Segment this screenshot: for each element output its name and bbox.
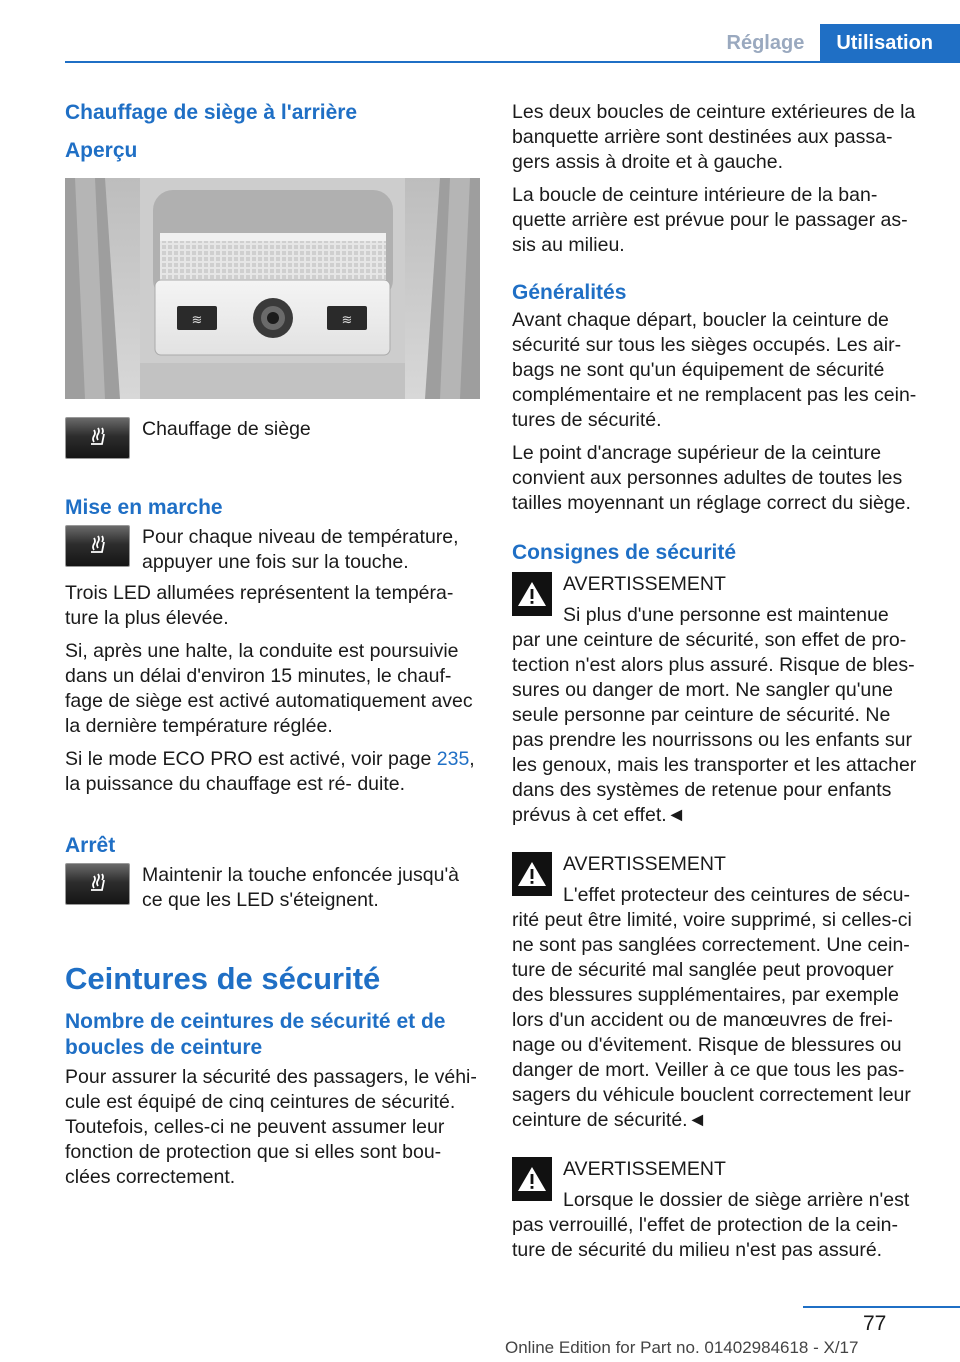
tab-reglage[interactable]: Réglage [711,24,821,62]
warning-body: pas verrouillé, l'effet de protection de la cein‐ ture de sécurité du milieu n'est pas assuré. [512,1214,899,1261]
svg-text:≋: ≋ [341,313,353,328]
general-paragraph-1: Avant chaque départ, boucler la ceinture de sécurité sur tous les sièges occupés. Les air‐ bags ne sont qu'un équipement de sécurité complémentaire et ne remplacent pas les cein‐ tures de sécurité. [512,309,917,431]
warning-triangle-icon [512,572,552,616]
belts-paragraph: Pour assurer la sécurité des passagers, le véhi‐ cule est équipé de cinq ceintures de sécurité. Toutefois, celles-ci ne peuvent assumer leur fonction de protection que si elles sont bou‐ clées correctement. [65,1066,477,1188]
on-paragraph-3 [65,747,480,797]
safety-heading: Consignes de sécurité [512,541,737,564]
belts-subheading: Nombre de ceintures de sécurité et de boucles de ceinture [65,1010,446,1059]
on-paragraph-2: Si, après une halte, la conduite est poursuivie dans un délai d'environ 15 minutes, le chauf‐ fage de siège est activé automatiquement avec la dernière température réglée. [65,640,473,737]
right-paragraph-2: La boucle de ceinture intérieure de la ban‐ quette arrière est prévue pour le passager as‐ sis au milieu. [512,184,908,256]
warning-first-line: L'effet protecteur des ceintures de sécu‐ [563,884,910,906]
warning-label: AVERTISSEMENT [563,1158,726,1180]
svg-text:≋: ≋ [191,313,203,328]
section-title: Chauffage de siège à l'arrière [65,101,358,124]
warning-label: AVERTISSEMENT [563,853,726,875]
seat-heating-key-icon [65,525,130,567]
footer-divider [803,1306,960,1308]
warning-first-line: Lorsque le dossier de siège arrière n'est [563,1189,910,1211]
left-column [65,100,480,1198]
right-column [512,100,927,1263]
warning-first-line: Si plus d'une personne est maintenue [563,604,889,626]
warning-header [512,572,927,628]
on-instruction-row [65,525,480,575]
warning-body: rité peut être limité, voire supprimé, si celles-ci ne sont pas sanglées correctement. Une cein‐ ture de sécurité mal sanglée peut provoquer des blessures supplémentaires, par exemple lors d'un accident ou de manœuvres de frei‐ nage ou d'évitement. Risque de blessures ou danger de mort. Veiller à ce que tous les pas‐ sagers du véhicule bouclent correctement leur ceinture de sécurité.◄ [512,909,912,1131]
warning-label: AVERTISSEMENT [563,573,726,595]
warning-body: par une ceinture de sécurité, son effet de pro‐ tection n'est alors plus assuré. Risque de bles‐ sures ou danger de mort. Ne sangler qu'une seule personne par ceinture de sécurité. Ne pas prendre les nourrissons ou les enfants sur les genoux, mais les transporter et les attacher dans des systèmes de retenue pour enfants prévus à cet effet.◄ [512,629,917,826]
warning-head-text [563,852,910,908]
on-paragraph-1: Trois LED allumées représentent la tempéra‐ ture la plus élevée. [65,582,454,629]
header-divider [65,61,960,63]
off-instruction-row [65,863,480,913]
on-heading: Mise en marche [65,496,223,519]
off-heading: Arrêt [65,834,116,857]
on-p3-after: , la puissance du chauffage est ré‐ duite. [65,748,475,795]
belts-title: Ceintures de sécurité [65,961,381,996]
warning-block [512,1157,927,1263]
warning-triangle-icon [512,1157,552,1201]
seat-heating-key-icon [65,863,130,905]
warning-block [512,572,927,828]
general-heading: Généralités [512,281,627,304]
tab-utilisation[interactable]: Utilisation [820,24,960,62]
on-instruction: Pour chaque niveau de température, appuyer une fois sur la touche. [142,526,459,573]
warning-head-text [563,572,889,628]
warning-head-text [563,1157,909,1213]
right-paragraph-1: Les deux boucles de ceinture extérieures de la banquette arrière sont destinées aux passa‐ gers assis à droite et à gauche. [512,101,916,173]
warning-header [512,1157,927,1213]
warning-header [512,852,927,908]
header-tabs [711,24,960,62]
warning-triangle-icon [512,852,552,896]
page-number: 77 [863,1312,887,1335]
rear-console-photo [65,178,480,399]
general-paragraph-2: Le point d'ancrage supérieur de la ceinture convient aux personnes adultes de toutes les tailles moyennant un réglage correct du siège. [512,442,911,514]
on-p3-before: Si le mode ECO PRO est activé, voir page [65,748,437,770]
footer-edition: Online Edition for Part no. 01402984618 - X/17 [505,1338,859,1357]
overview-heading: Aperçu [65,139,138,162]
page-link-235[interactable]: 235 [436,748,470,770]
warning-block [512,852,927,1133]
icon-caption-row [65,417,480,459]
icon-caption: Chauffage de siège [142,418,311,440]
seat-heating-key-icon [65,417,130,459]
off-instruction: Maintenir la touche enfoncée jusqu'à ce que les LED s'éteignent. [142,864,460,911]
